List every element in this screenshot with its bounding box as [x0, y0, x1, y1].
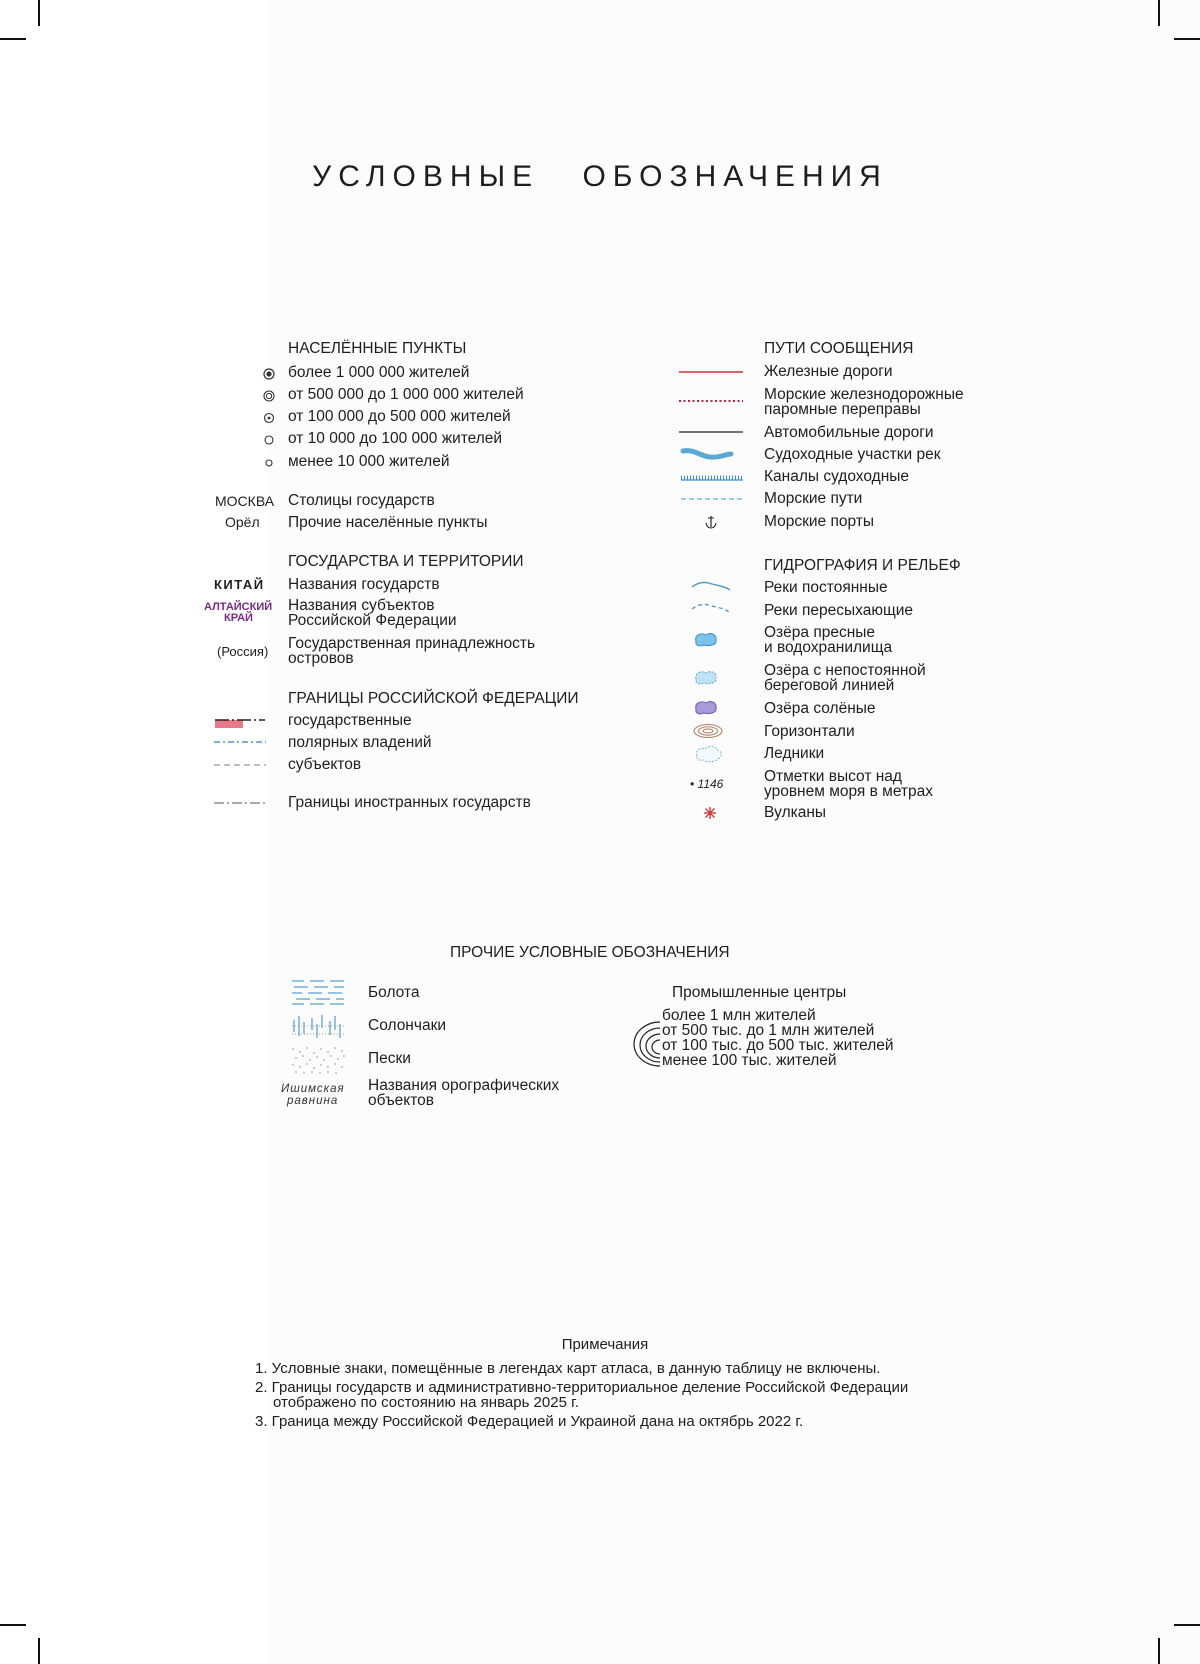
industrial-item-2: от 500 тыс. до 1 млн жителей — [662, 1022, 875, 1039]
ownership-label-line-1: Государственная принадлежность — [288, 635, 536, 652]
borders-heading: ГРАНИЦЫ РОССИЙСКОЙ ФЕДЕРАЦИИ — [288, 690, 579, 707]
polar-border-line-icon — [213, 739, 267, 745]
settlement-item-5: менее 10 000 жителей — [288, 453, 450, 470]
page-title: УСЛОВНЫЕ ОБОЗНАЧЕНИЯ — [312, 160, 888, 193]
elevation-label-line-2: уровнем моря в метрах — [764, 783, 934, 800]
industrial-centers-icon — [630, 1018, 664, 1070]
subject-label-line-1: Названия субъектов — [288, 597, 435, 614]
subject-sample-line-2: КРАЙ — [224, 612, 253, 624]
salt-marsh-label: Солончаки — [368, 1017, 447, 1034]
foreign-border-line-icon — [213, 800, 267, 806]
glacier-icon — [694, 744, 724, 764]
settlement-item-4: от 10 000 до 100 000 жителей — [288, 430, 503, 447]
elevation-label-line-1: Отметки высот над — [764, 768, 902, 785]
volcanoes-label: Вулканы — [764, 804, 827, 821]
industrial-item-4: менее 100 тыс. жителей — [662, 1052, 837, 1069]
city-symbol-100k-icon — [262, 411, 276, 425]
fresh-lake-icon — [692, 631, 720, 649]
oro-label-line-1: Названия орографических — [368, 1077, 560, 1094]
city-symbol-10k-icon — [262, 433, 276, 447]
note-2-line-1: 2. Границы государств и административно-территориальное деление Российской Федерации — [255, 1379, 909, 1396]
rivers-label: Реки постоянные — [764, 579, 888, 596]
crop-mark — [38, 0, 40, 26]
oro-sample-line-2: равнина — [287, 1095, 339, 1107]
ownership-label-line-2: островов — [288, 650, 354, 667]
unstable-lake-icon — [692, 669, 720, 687]
country-sample: КИТАЙ — [214, 577, 265, 592]
sands-pattern-icon — [290, 1046, 346, 1074]
crop-mark — [38, 1638, 40, 1664]
contour-lines-icon — [692, 722, 724, 740]
oro-label-line-2: объектов — [368, 1092, 435, 1109]
note-3: 3. Граница между Российской Федерацией и Украиной дана на октябрь 2022 г. — [255, 1413, 804, 1430]
contours-label: Горизонтали — [764, 723, 855, 740]
river-icon — [690, 578, 732, 592]
subject-border-line-icon — [213, 762, 267, 768]
states-heading: ГОСУДАРСТВА И ТЕРРИТОРИИ — [288, 553, 524, 570]
fresh-lakes-label-line-2: и водохранилища — [764, 639, 893, 656]
sea-routes-label: Морские пути — [764, 490, 863, 507]
subject-label-line-2: Российской Федерации — [288, 612, 457, 629]
oro-sample-line-1: Ишимская — [281, 1083, 345, 1095]
swamps-label: Болота — [368, 984, 420, 1001]
capital-sample: МОСКВА — [215, 493, 275, 509]
settlement-item-1: более 1 000 000 жителей — [288, 364, 470, 381]
city-symbol-over-1m-icon — [262, 367, 276, 381]
border-state-label: государственные — [288, 712, 412, 729]
elevation-sample: • 1146 — [690, 777, 724, 791]
roads-label: Автомобильные дороги — [764, 424, 934, 441]
industrial-heading: Промышленные центры — [672, 984, 847, 1001]
sea-route-line-icon — [680, 497, 744, 501]
crop-mark — [1158, 1638, 1160, 1664]
fresh-lakes-label-line-1: Озёра пресные — [764, 624, 876, 641]
railway-line-icon — [678, 370, 744, 374]
note-1: 1. Условные знаки, помещённые в легендах карт атласа, в данную таблицу не включены. — [255, 1360, 881, 1377]
salt-lake-icon — [692, 699, 720, 717]
border-polar-label: полярных владений — [288, 734, 432, 751]
unstable-lakes-label-line-2: береговой линией — [764, 677, 895, 694]
ownership-sample: (Россия) — [217, 644, 269, 659]
glaciers-label: Ледники — [764, 745, 825, 762]
salt-lakes-label: Озёра солёные — [764, 700, 876, 717]
navigable-label: Судоходные участки рек — [764, 446, 941, 463]
drying-river-icon — [690, 600, 732, 616]
road-line-icon — [678, 430, 744, 434]
crop-mark — [1158, 0, 1160, 26]
city-symbol-500k-icon — [262, 389, 276, 403]
railways-label: Железные дороги — [764, 363, 893, 380]
crop-mark — [0, 38, 26, 40]
salt-marsh-pattern-icon — [290, 1012, 346, 1040]
ports-label: Морские порты — [764, 513, 874, 530]
hydro-heading: ГИДРОГРАФИЯ И РЕЛЬЕФ — [764, 557, 961, 574]
anchor-icon — [704, 514, 718, 530]
crop-mark — [0, 1624, 26, 1626]
capital-label: Столицы государств — [288, 492, 435, 509]
sands-label: Пески — [368, 1050, 411, 1067]
ferry-line-icon — [678, 399, 744, 403]
crop-mark — [1174, 38, 1200, 40]
other-heading: ПРОЧИЕ УСЛОВНЫЕ ОБОЗНАЧЕНИЯ — [450, 944, 730, 961]
state-border-line-icon — [213, 715, 267, 729]
crop-mark — [1174, 1624, 1200, 1626]
subject-sample-line-1: АЛТАЙСКИЙ — [204, 601, 273, 613]
settlements-heading: НАСЕЛЁННЫЕ ПУНКТЫ — [288, 340, 467, 357]
settlement-item-2: от 500 000 до 1 000 000 жителей — [288, 386, 524, 403]
ferries-label-line-1: Морские железнодорожные — [764, 386, 964, 403]
unstable-lakes-label-line-1: Озёра с непостоянной — [764, 662, 926, 679]
industrial-item-1: более 1 млн жителей — [662, 1007, 816, 1024]
canal-line-icon — [680, 474, 744, 482]
border-subjects-label: субъектов — [288, 756, 362, 773]
transport-heading: ПУТИ СООБЩЕНИЯ — [764, 340, 914, 357]
notes-heading: Примечания — [561, 1336, 649, 1353]
industrial-item-3: от 100 тыс. до 500 тыс. жителей — [662, 1037, 894, 1054]
volcano-icon — [703, 806, 717, 820]
border-foreign-label: Границы иностранных государств — [288, 794, 531, 811]
ferries-label-line-2: паромные переправы — [764, 401, 921, 418]
other-city-sample: Орёл — [225, 514, 260, 530]
city-symbol-under-10k-icon — [262, 456, 276, 470]
navigable-river-icon — [680, 446, 734, 464]
note-2-line-2: отображено по состоянию на январь 2025 г. — [273, 1394, 579, 1411]
canals-label: Каналы судоходные — [764, 468, 910, 485]
other-city-label: Прочие населённые пункты — [288, 514, 488, 531]
country-label: Названия государств — [288, 576, 440, 593]
settlement-item-3: от 100 000 до 500 000 жителей — [288, 408, 511, 425]
swamp-pattern-icon — [290, 978, 346, 1006]
drying-rivers-label: Реки пересыхающие — [764, 602, 914, 619]
